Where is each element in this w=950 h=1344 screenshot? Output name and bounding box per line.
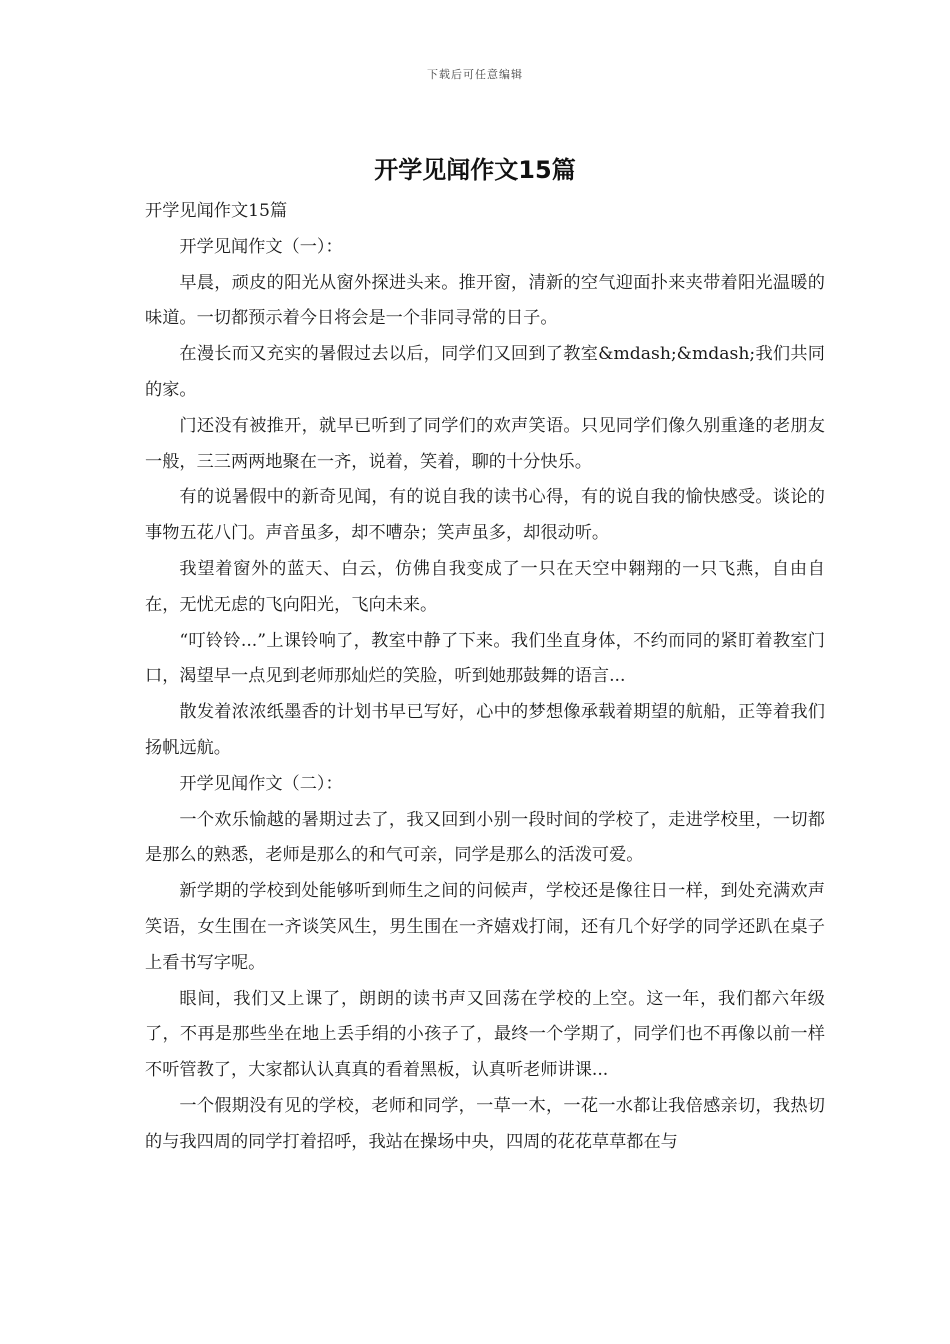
paragraph: 门还没有被推开，就早已听到了同学们的欢声笑语。只见同学们像久别重逢的老朋友一般，三三两两地聚在一齐，说着，笑着，聊的十分快乐。 xyxy=(145,415,825,472)
document-subtitle: 开学见闻作文15篇 xyxy=(145,201,288,221)
paragraph: 散发着浓浓纸墨香的计划书早已写好，心中的梦想像承载着期望的航船，正等着我们扬帆远航。 xyxy=(145,702,825,758)
paragraph: 一个欢乐愉越的暑期过去了，我又回到小别一段时间的学校了，走进学校里，一切都是那么的熟悉，老师是那么的和气可亲，同学是那么的活泼可爱。 xyxy=(145,809,825,866)
paragraph: 开学见闻作文（一）： xyxy=(179,236,343,257)
paragraph: “叮铃铃...”上课铃响了，教室中静了下来。我们坐直身体，不约而同的紧盯着教室门口，渴望早一点见到老师那灿烂的笑脸，听到她那鼓舞的语言... xyxy=(145,630,825,687)
paragraph: 有的说暑假中的新奇见闻，有的说自我的读书心得，有的说自我的愉快感受。谈论的事物五花八门。声音虽多，却不嘈杂；笑声虽多，却很动听。 xyxy=(145,487,825,544)
header-note: 下载后可任意编辑 xyxy=(427,68,523,81)
paragraph: 在漫长而又充实的暑假过去以后，同学们又回到了教室&mdash;&mdash;我们共同的家。 xyxy=(145,344,825,400)
paragraph: 开学见闻作文（二）： xyxy=(179,773,343,794)
paragraph: 眼间，我们又上课了，朗朗的读书声又回荡在学校的上空。这一年，我们都六年级了，不再是那些坐在地上丢手绢的小孩子了，最终一个学期了，同学们也不再像以前一样不听管教了，大家都认认真真的看着黑板，认真听老师讲课... xyxy=(145,988,825,1081)
paragraph: 一个假期没有见的学校，老师和同学，一草一木，一花一水都让我倍感亲切，我热切的与我四周的同学打着招呼，我站在操场中央，四周的花花草草都在与 xyxy=(145,1095,825,1152)
paragraph: 我望着窗外的蓝天、白云，仿佛自我变成了一只在天空中翱翔的一只飞燕，自由自在，无忧无虑的飞向阳光，飞向未来。 xyxy=(145,558,825,615)
paragraph: 早晨，顽皮的阳光从窗外探进头来。推开窗，清新的空气迎面扑来夹带着阳光温暖的味道。一切都预示着今日将会是一个非同寻常的日子。 xyxy=(145,272,825,329)
document-title: 开学见闻作文15篇 xyxy=(374,156,576,184)
paragraph: 新学期的学校到处能够听到师生之间的问候声，学校还是像往日一样，到处充满欢声笑语，女生围在一齐谈笑风生，男生围在一齐嬉戏打闹，还有几个好学的同学还趴在桌子上看书写字呢。 xyxy=(145,881,825,973)
document-body xyxy=(145,194,825,1161)
